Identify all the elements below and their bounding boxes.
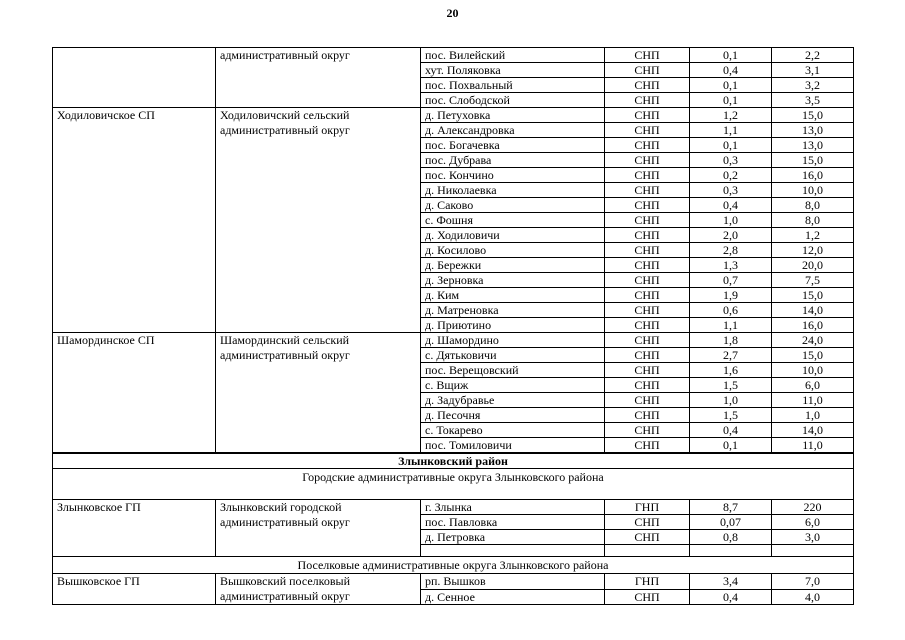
settlement-name-cell: с. Фошня <box>421 213 605 228</box>
value-1-cell: 0,2 <box>690 168 772 183</box>
empty-cell <box>690 545 772 557</box>
value-1-cell: 0,6 <box>690 303 772 318</box>
value-1-cell: 0,7 <box>690 273 772 288</box>
value-2-cell: 14,0 <box>772 303 854 318</box>
section-subheading-row <box>53 469 854 500</box>
value-1-cell: 0,3 <box>690 153 772 168</box>
value-2-cell: 11,0 <box>772 438 854 454</box>
value-2-cell: 4,0 <box>772 589 854 605</box>
value-2-cell: 20,0 <box>772 258 854 273</box>
settlement-name-cell: д. Задубравье <box>421 393 605 408</box>
settlement-name-cell: г. Злынка <box>421 500 605 515</box>
value-1-cell: 1,1 <box>690 318 772 333</box>
value-2-cell: 15,0 <box>772 288 854 303</box>
value-1-cell: 1,6 <box>690 363 772 378</box>
settlement-name-cell: с. Вщиж <box>421 378 605 393</box>
settlement-name-cell: хут. Поляковка <box>421 63 605 78</box>
value-2-cell: 3,0 <box>772 530 854 545</box>
value-1-cell: 1,5 <box>690 408 772 423</box>
value-2-cell: 3,5 <box>772 93 854 108</box>
settlement-status-cell: СНП <box>605 423 690 438</box>
settlement-status-cell: СНП <box>605 63 690 78</box>
value-1-cell: 1,8 <box>690 333 772 348</box>
settlement-status-cell: СНП <box>605 318 690 333</box>
settlement-name-cell: д. Матреновка <box>421 303 605 318</box>
value-1-cell: 2,7 <box>690 348 772 363</box>
empty-cell <box>772 545 854 557</box>
settlement-status-cell: ГНП <box>605 500 690 515</box>
settlement-name-cell: д. Ходиловичи <box>421 228 605 243</box>
settlement-status-cell: СНП <box>605 123 690 138</box>
value-2-cell: 7,5 <box>772 273 854 288</box>
settlement-status-cell: СНП <box>605 108 690 123</box>
settlement-status-cell: СНП <box>605 213 690 228</box>
value-1-cell: 1,3 <box>690 258 772 273</box>
settlement-status-cell: СНП <box>605 183 690 198</box>
table-row <box>53 574 854 590</box>
settlement-name-cell: д. Петровка <box>421 530 605 545</box>
municipality-cell: Ходиловичское СП <box>53 108 216 333</box>
value-2-cell: 11,0 <box>772 393 854 408</box>
value-2-cell: 16,0 <box>772 318 854 333</box>
value-1-cell: 1,0 <box>690 393 772 408</box>
value-1-cell: 0,4 <box>690 589 772 605</box>
value-2-cell: 6,0 <box>772 378 854 393</box>
value-2-cell: 15,0 <box>772 153 854 168</box>
settlement-name-cell: д. Саково <box>421 198 605 213</box>
value-2-cell: 7,0 <box>772 574 854 590</box>
value-2-cell: 2,2 <box>772 48 854 63</box>
settlement-name-cell: пос. Кончино <box>421 168 605 183</box>
value-2-cell: 14,0 <box>772 423 854 438</box>
value-2-cell: 8,0 <box>772 213 854 228</box>
settlement-status-cell: СНП <box>605 363 690 378</box>
value-2-cell: 6,0 <box>772 515 854 530</box>
value-1-cell: 0,1 <box>690 48 772 63</box>
value-2-cell: 10,0 <box>772 363 854 378</box>
value-2-cell: 3,2 <box>772 78 854 93</box>
value-1-cell: 2,8 <box>690 243 772 258</box>
value-2-cell: 15,0 <box>772 348 854 363</box>
settlement-status-cell: СНП <box>605 198 690 213</box>
value-2-cell: 220 <box>772 500 854 515</box>
settlement-name-cell: д. Косилово <box>421 243 605 258</box>
value-1-cell: 3,4 <box>690 574 772 590</box>
settlement-status-cell: СНП <box>605 288 690 303</box>
page-number: 20 <box>446 6 459 20</box>
value-2-cell: 12,0 <box>772 243 854 258</box>
value-2-cell: 10,0 <box>772 183 854 198</box>
admin-district-cell: Вышковский поселковый административный округ <box>216 574 421 605</box>
settlement-name-cell: д. Бережки <box>421 258 605 273</box>
settlement-name-cell: с. Дятьковичи <box>421 348 605 363</box>
value-2-cell: 15,0 <box>772 108 854 123</box>
value-2-cell: 1,2 <box>772 228 854 243</box>
municipality-cell: Вышковское ГП <box>53 574 216 605</box>
settlement-status-cell: СНП <box>605 93 690 108</box>
settlement-name-cell: д. Приютино <box>421 318 605 333</box>
value-1-cell: 1,2 <box>690 108 772 123</box>
admin-district-cell: Шамординский сельский административный округ <box>216 333 421 454</box>
settlement-name-cell: д. Зерновка <box>421 273 605 288</box>
settlement-name-cell: д. Сенное <box>421 589 605 605</box>
value-2-cell: 3,1 <box>772 63 854 78</box>
settlement-name-cell: рп. Вышков <box>421 574 605 590</box>
table-row <box>53 108 854 123</box>
settlement-name-cell: д. Шамордино <box>421 333 605 348</box>
settlement-name-cell: д. Николаевка <box>421 183 605 198</box>
district-name: Злынковский район <box>53 453 854 469</box>
value-1-cell: 0,4 <box>690 198 772 213</box>
settlement-status-cell: СНП <box>605 333 690 348</box>
value-1-cell: 1,0 <box>690 213 772 228</box>
settlement-status-cell: СНП <box>605 348 690 363</box>
settlement-name-cell: д. Петуховка <box>421 108 605 123</box>
value-1-cell: 1,9 <box>690 288 772 303</box>
settlement-name-cell: д. Песочня <box>421 408 605 423</box>
admin-district-cell: Ходиловичский сельский административный округ <box>216 108 421 333</box>
empty-cell <box>421 545 605 557</box>
settlement-status-cell: СНП <box>605 78 690 93</box>
value-2-cell: 13,0 <box>772 123 854 138</box>
municipality-cell: Шамординское СП <box>53 333 216 454</box>
section-subheading: Городские административные округа Злынковского района <box>53 469 854 500</box>
settlement-status-cell: СНП <box>605 530 690 545</box>
settlement-status-cell: СНП <box>605 589 690 605</box>
settlement-name-cell: д. Ким <box>421 288 605 303</box>
admin-district-cell: Злынковский городской административный округ <box>216 500 421 557</box>
municipality-cell: Злынковское ГП <box>53 500 216 557</box>
value-1-cell: 8,7 <box>690 500 772 515</box>
settlement-status-cell: СНП <box>605 303 690 318</box>
settlement-status-cell: СНП <box>605 153 690 168</box>
value-1-cell: 0,3 <box>690 183 772 198</box>
municipality-cell <box>53 48 216 108</box>
settlement-status-cell: СНП <box>605 378 690 393</box>
settlement-status-cell: СНП <box>605 48 690 63</box>
settlement-status-cell: СНП <box>605 228 690 243</box>
value-2-cell: 16,0 <box>772 168 854 183</box>
value-2-cell: 8,0 <box>772 198 854 213</box>
settlement-status-cell: СНП <box>605 258 690 273</box>
settlement-name-cell: пос. Верещовский <box>421 363 605 378</box>
settlement-status-cell: СНП <box>605 138 690 153</box>
value-1-cell: 0,4 <box>690 423 772 438</box>
value-1-cell: 0,8 <box>690 530 772 545</box>
settlement-name-cell: пос. Томиловичи <box>421 438 605 454</box>
table-body <box>53 48 854 605</box>
admin-district-cell: административный округ <box>216 48 421 108</box>
settlement-name-cell: пос. Похвальный <box>421 78 605 93</box>
table-row <box>53 48 854 63</box>
empty-cell <box>605 545 690 557</box>
value-1-cell: 2,0 <box>690 228 772 243</box>
settlement-name-cell: с. Токарево <box>421 423 605 438</box>
settlement-name-cell: пос. Дубрава <box>421 153 605 168</box>
value-1-cell: 0,4 <box>690 63 772 78</box>
settlement-name-cell: д. Александровка <box>421 123 605 138</box>
table-row <box>53 500 854 515</box>
district-header-row <box>53 453 854 469</box>
settlement-status-cell: СНП <box>605 515 690 530</box>
settlement-status-cell: СНП <box>605 393 690 408</box>
settlement-status-cell: СНП <box>605 243 690 258</box>
value-1-cell: 0,1 <box>690 93 772 108</box>
settlement-status-cell: СНП <box>605 408 690 423</box>
value-2-cell: 1,0 <box>772 408 854 423</box>
table-row <box>53 333 854 348</box>
settlement-name-cell: пос. Вилейский <box>421 48 605 63</box>
value-1-cell: 1,5 <box>690 378 772 393</box>
settlement-status-cell: СНП <box>605 168 690 183</box>
section-subheading: Поселковые административные округа Злынковского района <box>53 557 854 574</box>
settlements-table <box>52 47 854 605</box>
value-1-cell: 0,1 <box>690 138 772 153</box>
settlement-status-cell: СНП <box>605 273 690 288</box>
value-2-cell: 24,0 <box>772 333 854 348</box>
value-2-cell: 13,0 <box>772 138 854 153</box>
value-1-cell: 1,1 <box>690 123 772 138</box>
settlement-status-cell: СНП <box>605 438 690 454</box>
settlement-name-cell: пос. Богачевка <box>421 138 605 153</box>
value-1-cell: 0,1 <box>690 78 772 93</box>
settlement-status-cell: ГНП <box>605 574 690 590</box>
settlement-name-cell: пос. Павловка <box>421 515 605 530</box>
settlement-name-cell: пос. Слободской <box>421 93 605 108</box>
value-1-cell: 0,07 <box>690 515 772 530</box>
section-subheading-row <box>53 557 854 574</box>
value-1-cell: 0,1 <box>690 438 772 454</box>
